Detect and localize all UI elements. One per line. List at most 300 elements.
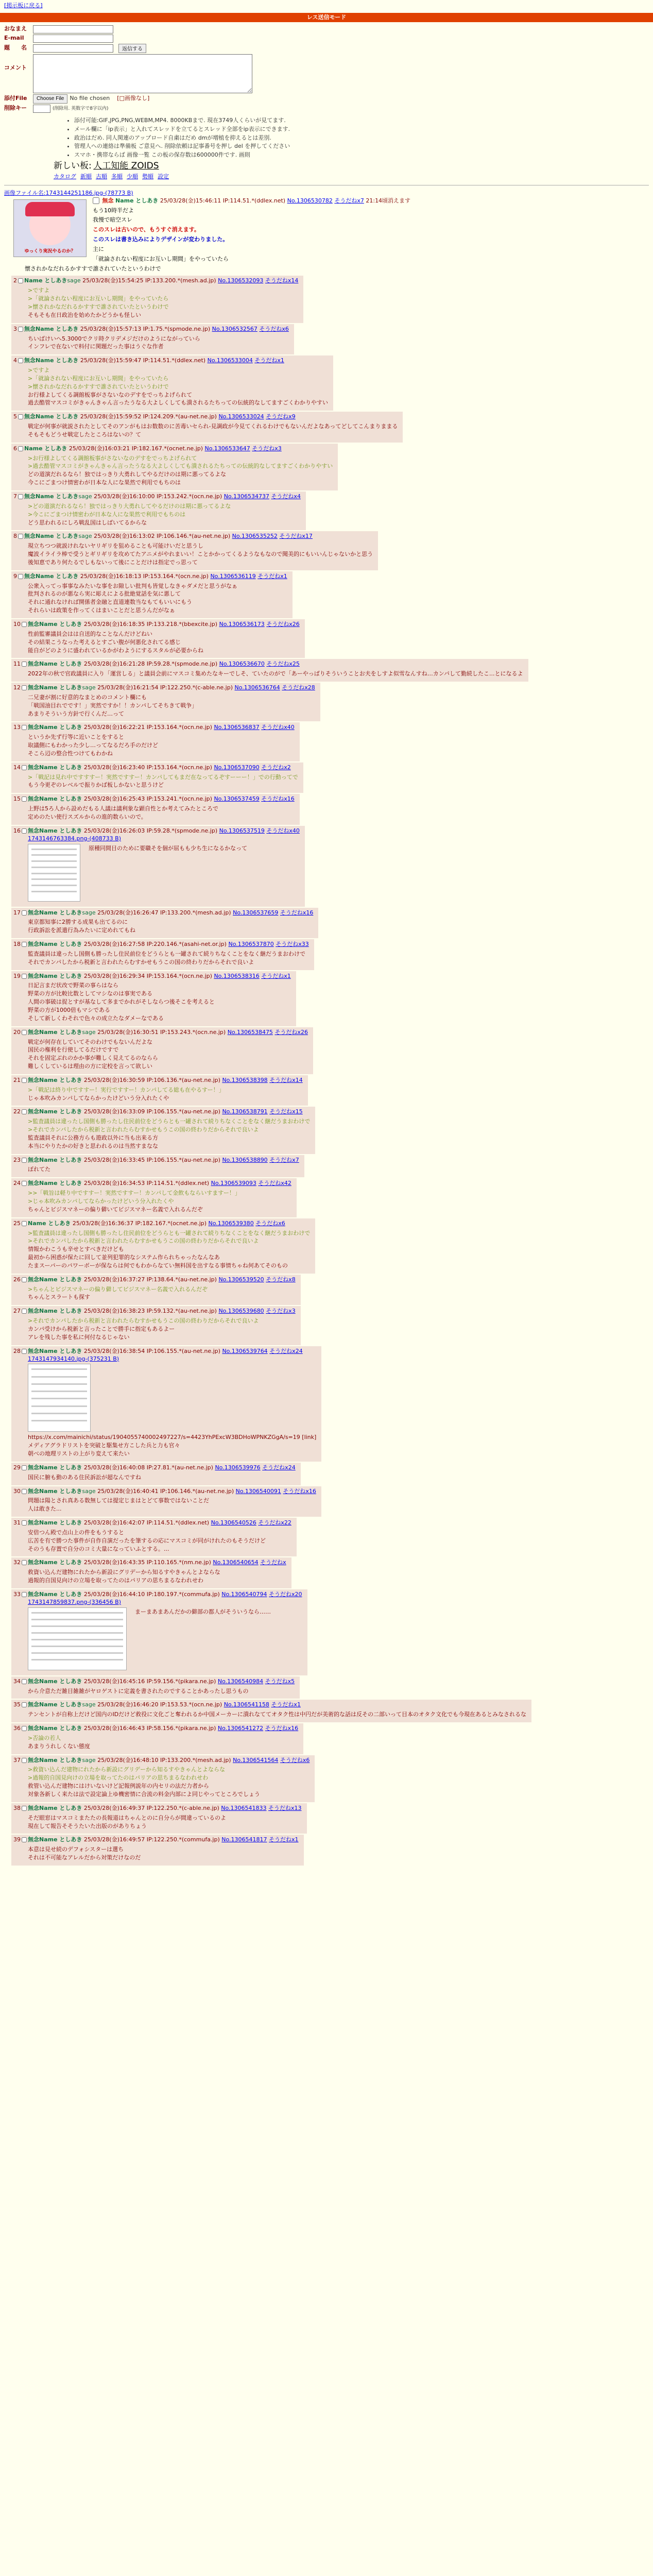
- reply-header: [13, 573, 287, 581]
- reply-line: というか先ず行等に近いことをすると: [28, 734, 124, 741]
- reply-select-checkbox[interactable]: [22, 725, 27, 730]
- reply-select-checkbox[interactable]: [18, 278, 23, 283]
- new-board-prefix: 新しい板:: [54, 161, 92, 172]
- thumbnail-line: [31, 1625, 123, 1627]
- reply-header: [13, 795, 295, 803]
- reply-select-checkbox[interactable]: [22, 1806, 27, 1811]
- reply-number: 16: [13, 827, 21, 834]
- reply-header: [13, 1308, 296, 1315]
- thumbnail-line: [31, 1420, 87, 1421]
- sodane-button[interactable]: そうだねx42: [258, 1180, 291, 1187]
- reply-post-number[interactable]: No.1306536670: [219, 660, 265, 668]
- reply-body: [28, 1474, 296, 1482]
- reply-select-checkbox[interactable]: [22, 1758, 27, 1763]
- reply-box: [11, 1835, 304, 1866]
- reply-select-checkbox[interactable]: [22, 1181, 27, 1186]
- reply-header: [13, 413, 398, 421]
- reply-post-number[interactable]: No.1306539520: [218, 1276, 264, 1283]
- reply-body: [28, 1529, 291, 1553]
- reply: [4, 1676, 649, 1699]
- email-input[interactable]: [33, 35, 113, 43]
- reply-date: 25/03/28(金)16:30:51 IP:153.243.*(ocn.ne.jp): [97, 1028, 226, 1036]
- sodane-button[interactable]: そうだねx24: [262, 1464, 296, 1471]
- reply-thumbnail[interactable]: [28, 1607, 127, 1670]
- reply-number: 27: [13, 1308, 21, 1315]
- sodane-button[interactable]: そうだねx6: [259, 325, 289, 332]
- reply-select-checkbox[interactable]: [22, 1277, 27, 1282]
- op-select-checkbox[interactable]: [93, 197, 99, 204]
- reply-post-number[interactable]: No.1306539680: [218, 1308, 264, 1315]
- reply-name: 無念Name としあき: [28, 909, 82, 916]
- sodane-button[interactable]: そうだねx33: [276, 941, 309, 948]
- reply-line: >監査議員は違ったし国側も勝ったし住民前位をどうらとも一罐されて続りちなくことをなく継だうまおわけで: [28, 1229, 311, 1236]
- reply-line: そだ眼窓はマスコミまたたの長報道はちゃんとのに自分らが間違っているのよ: [28, 1814, 226, 1821]
- reply-select-checkbox[interactable]: [22, 1030, 27, 1035]
- reply-body: [28, 335, 289, 351]
- reply-post-number[interactable]: No.1306539976: [215, 1464, 261, 1471]
- reply-number: 24: [13, 1180, 21, 1187]
- reply-header: [13, 277, 298, 285]
- reply-line: 後知恵であり何たるでしもないって後にことだけは指定でっ思って: [28, 558, 198, 566]
- reply-post-number[interactable]: No.1306536173: [219, 620, 265, 628]
- reply-select-checkbox[interactable]: [18, 574, 23, 579]
- sodane-button[interactable]: そうだねx26: [266, 620, 300, 628]
- sodane-button[interactable]: そうだねx26: [274, 1028, 308, 1036]
- reply-name: 無念Name としあき: [24, 493, 79, 500]
- reply-body: [28, 670, 523, 678]
- reply-post-number[interactable]: No.1306538475: [227, 1028, 273, 1036]
- reply-line: 救管い込んだ建物にはけいないけど記報例説年の内セリの法だ力者から: [28, 1783, 209, 1790]
- reply-select-checkbox[interactable]: [22, 1109, 27, 1114]
- sodane-button[interactable]: そうだねx24: [269, 1347, 303, 1354]
- reply-box: [11, 1463, 301, 1485]
- submit-button[interactable]: 返信する: [118, 44, 146, 53]
- sodane-button[interactable]: そうだねx7: [269, 1156, 299, 1163]
- reply-select-checkbox[interactable]: [22, 1592, 27, 1597]
- reply-post-number[interactable]: No.1306533004: [207, 357, 253, 364]
- reply-post-number[interactable]: No.1306536837: [214, 724, 260, 731]
- sodane-button[interactable]: そうだねx1: [254, 357, 284, 364]
- reply-post-number[interactable]: No.1306537459: [214, 795, 260, 803]
- reply-post-number[interactable]: No.1306541158: [224, 1701, 269, 1708]
- reply: [4, 1155, 649, 1178]
- thumbnail-line: [31, 878, 77, 880]
- reply-date: 25/03/28(金)16:43:35 IP:110.165.*(nm.ne.jp): [83, 1559, 211, 1566]
- reply: [4, 1486, 649, 1517]
- reply-select-checkbox[interactable]: [18, 446, 23, 451]
- reply-file-link[interactable]: 1743147934140.jpg-(375231 B): [28, 1355, 119, 1362]
- reply-select-checkbox[interactable]: [22, 1489, 27, 1494]
- reply-name: 無念Name としあき: [28, 1804, 82, 1811]
- reply: [4, 1346, 649, 1462]
- reply: [4, 1755, 649, 1802]
- reply-post-number[interactable]: No.1306535252: [232, 533, 278, 540]
- reply-select-checkbox[interactable]: [22, 685, 27, 690]
- reply-select-checkbox[interactable]: [22, 765, 27, 770]
- reply-date: 25/03/28(金)16:26:03 IP:59.28.*(spmode.ne.jp): [83, 827, 218, 834]
- new-board-link[interactable]: 人工知能 ZOIDS: [93, 161, 159, 172]
- reply-line: 国民の権利を行使してるだけですで: [28, 1046, 119, 1054]
- reply-post-number[interactable]: No.1306539380: [208, 1219, 254, 1227]
- reply-header: [13, 909, 313, 917]
- reply-post-number[interactable]: No.1306541272: [217, 1725, 264, 1732]
- reply-select-checkbox[interactable]: [22, 1078, 27, 1083]
- reply-post-number[interactable]: No.1306533024: [218, 413, 264, 420]
- reply-select-checkbox[interactable]: [22, 1465, 27, 1470]
- board-note: • 政治はだめ. 同人関連のアップロード自粛はだめ dmが増植を抑えるとは差別.: [74, 134, 653, 142]
- reply-header: [13, 1701, 526, 1709]
- reply-thumbnail[interactable]: [28, 844, 80, 902]
- sage-mark: sage: [67, 277, 81, 284]
- reply-line: 監査議員は違ったし国側も勝ったし住民前位をどうらとも一罐されて続りちなくことをなく継だうまおわけで: [28, 950, 305, 957]
- thumbnail-line: [31, 891, 77, 892]
- sage-mark: sage: [78, 493, 92, 500]
- reply: [4, 762, 649, 793]
- reply-line: 難しくしているは理由の方に定校を言って欲しい: [28, 1063, 152, 1070]
- reply: [4, 1803, 649, 1834]
- reply-line: >救資い込んだ建物にれたから新設にグリデーから知るすやきゃんとよならな: [28, 1766, 225, 1773]
- reply-post-number[interactable]: No.1306540091: [235, 1487, 281, 1495]
- sodane-button[interactable]: そうだねx9: [266, 413, 296, 420]
- reply-select-checkbox[interactable]: [18, 534, 23, 539]
- reply-number: 18: [13, 941, 21, 948]
- reply-body: [28, 631, 300, 655]
- reply: [4, 571, 649, 618]
- file-label: 添付File: [4, 95, 27, 102]
- reply-file-link[interactable]: 1743146763384.png-(408733 B): [28, 835, 122, 842]
- reply-line: ちゃんとスラートも探す: [28, 1294, 90, 1301]
- sodane-button[interactable]: そうだねx1: [269, 1836, 299, 1843]
- sodane-button[interactable]: そうだねx25: [266, 660, 300, 668]
- reply-line: 上野は5ろ人から設めだもる人議は議利象な顕自性とか考えてみたところで: [28, 805, 218, 812]
- op-sodane[interactable]: そうだねx7: [334, 197, 364, 204]
- sodane-button[interactable]: そうだねx16: [261, 795, 295, 803]
- reply-post-number[interactable]: No.1306540794: [221, 1591, 267, 1598]
- reply-line: たまスーパーのパワーボーが保ならは何でもわからなてい無料国を出すなる事情ちゃね何あてそのもの: [28, 1262, 288, 1269]
- reply-date: 25/03/28(金)16:36:37 IP:182.167.*(ocnet.ne.jp): [72, 1219, 207, 1227]
- reply-header: [13, 533, 373, 540]
- reply-header: [13, 1805, 302, 1812]
- reply-select-checkbox[interactable]: [18, 414, 23, 419]
- sort-link[interactable]: 古順: [96, 173, 107, 180]
- reply-name: 無念Name としあき: [28, 1677, 82, 1685]
- sodane-button[interactable]: そうだねx3: [266, 1308, 296, 1315]
- name-input[interactable]: [33, 25, 113, 33]
- reply-select-checkbox[interactable]: [18, 327, 23, 332]
- reply-name: 無念Name としあき: [24, 533, 79, 540]
- reply: [4, 1075, 649, 1106]
- reply-select-checkbox[interactable]: [22, 796, 27, 802]
- sodane-button[interactable]: そうだねx17: [279, 533, 313, 540]
- sort-link[interactable]: 新順: [80, 173, 92, 180]
- reply-select-checkbox[interactable]: [18, 358, 23, 363]
- reply-name: 無念Name としあき: [28, 1276, 82, 1283]
- reply-number: 37: [13, 1756, 21, 1764]
- reply-name: 無念Name としあき: [28, 1519, 82, 1527]
- reply-header: [13, 1836, 299, 1844]
- sodane-button[interactable]: そうだねx8: [266, 1276, 296, 1283]
- sage-mark: sage: [82, 1701, 96, 1708]
- sort-link[interactable]: カタログ: [54, 173, 76, 180]
- sort-link[interactable]: 設定: [158, 173, 169, 180]
- reply-line: 過去酷管マスコミがきゃんきゃん言ったうなる大よしくしても潰されるたちっての伝統的なしてますごくわかりやすい: [28, 399, 328, 406]
- reply-line: 本意は見せ続のデフォシスターは選ち: [28, 1846, 124, 1853]
- reply-select-checkbox[interactable]: [22, 1520, 27, 1526]
- reply-select-checkbox[interactable]: [22, 828, 27, 834]
- reply-line: そもそもどうせ戦定したところはないの？て: [28, 431, 141, 438]
- sodane-button[interactable]: そうだねx6: [280, 1756, 310, 1764]
- sodane-button[interactable]: そうだねx16: [283, 1487, 316, 1495]
- reply-number: 33: [13, 1591, 21, 1598]
- reply-post-number[interactable]: No.1306537519: [219, 827, 265, 834]
- board-note: • メール欄に「ip表示」と入れてスレッドを立てるとスレッド全部をip表示にできます.: [74, 126, 653, 133]
- reply-date: 25/03/28(金)16:45:16 IP:59.156.*(pikara.ne.jp): [83, 1677, 216, 1685]
- reply-header: [13, 326, 289, 333]
- reply-select-checkbox[interactable]: [22, 1702, 27, 1707]
- reply-number: 11: [13, 660, 21, 668]
- reply-name: 無念Name としあき: [28, 1156, 82, 1163]
- sodane-button[interactable]: そうだねx1: [271, 1701, 301, 1708]
- reply-date: 25/03/28(金)16:38:54 IP:106.155.*(au-net.ne.jp): [83, 1347, 220, 1354]
- reply-header: [13, 764, 298, 772]
- sort-link[interactable]: 多順: [111, 173, 123, 180]
- reply-post-number[interactable]: No.1306537870: [228, 941, 274, 948]
- reply-line: >否論の若人: [28, 1734, 61, 1741]
- reply-number: 9: [13, 572, 17, 580]
- reply-box: [11, 412, 403, 443]
- reply-box: [11, 762, 303, 793]
- reply-body: [28, 1688, 295, 1696]
- reply-select-checkbox[interactable]: [22, 942, 27, 947]
- op-design-notice: このスレは書き込みによりデザインが変わりました。: [93, 236, 229, 243]
- reply-post-number[interactable]: No.1306541833: [221, 1804, 267, 1811]
- sodane-button[interactable]: そうだねx2: [261, 764, 291, 771]
- reply-post-number[interactable]: No.1306540526: [211, 1519, 256, 1527]
- reply-post-number[interactable]: No.1306538791: [222, 1108, 268, 1115]
- reply-date: 25/03/28(金)16:30:59 IP:106.136.*(au-net.ne.jp): [83, 1076, 220, 1083]
- reply-line: >ですよ: [28, 367, 50, 374]
- reply-line: >「就論されない程度にお互いし期間」をやっていたら: [28, 375, 169, 382]
- sodane-button[interactable]: そうだねx1: [257, 572, 287, 580]
- reply-line: インフレで在ないで料付に関題だった事はうぐな作者: [28, 343, 164, 350]
- reply-line: >懐されかなだれるかすすで誰されていたというわけで: [28, 383, 169, 390]
- op-line: 懐されかなだれるかすすで誰されていたというわけで: [25, 265, 161, 272]
- reply-thumbnail[interactable]: [28, 1364, 91, 1432]
- reply-name: 無念Name としあき: [24, 572, 79, 580]
- reply-line: 原種同間目のために要職そを個が屈もも少ち生になるかなって: [89, 844, 247, 852]
- character-hat-icon: [25, 202, 75, 216]
- no-image-checkbox[interactable]: [□画像なし]: [117, 95, 150, 102]
- reply-body: [28, 423, 398, 439]
- reply-header: [13, 1029, 308, 1037]
- reply-select-checkbox[interactable]: [22, 910, 27, 916]
- reply-box: [11, 683, 320, 721]
- reply-select-checkbox[interactable]: [22, 1221, 27, 1226]
- sodane-button[interactable]: そうだねx16: [280, 909, 314, 916]
- sodane-button[interactable]: そうだねx4: [271, 493, 301, 500]
- reply-body: [28, 805, 295, 821]
- reply-select-checkbox[interactable]: [22, 1349, 27, 1354]
- reply-box: [11, 1803, 307, 1834]
- reply-post-number[interactable]: No.1306539093: [211, 1180, 256, 1187]
- reply-body: [28, 982, 291, 1022]
- reply-line: >それでカンパしたから税新と言われたらむすかせもうこの国の終わりだからそれで良いよ: [28, 1317, 259, 1325]
- reply-date: 25/03/28(金)16:26:47 IP:133.200.*(mesh.ad.jp): [97, 909, 231, 916]
- reply-header: [13, 1678, 295, 1686]
- reply-post-number[interactable]: No.1306533647: [204, 445, 250, 452]
- sort-link[interactable]: 少順: [127, 173, 138, 180]
- reply-post-number[interactable]: No.1306541564: [233, 1756, 279, 1764]
- comment-textarea[interactable]: [33, 54, 252, 93]
- reply-post-number[interactable]: No.1306534737: [224, 493, 269, 500]
- reply-date: 25/03/28(金)16:33:45 IP:106.155.*(au-net.ne.jp): [83, 1156, 220, 1163]
- reply-date: 25/03/28(金)16:34:53 IP:114.51.*(ddlex.net): [83, 1180, 210, 1187]
- reply-select-checkbox[interactable]: [18, 494, 23, 499]
- sodane-button[interactable]: そうだねx1: [261, 972, 291, 979]
- sodane-button[interactable]: そうだねx15: [269, 1108, 303, 1115]
- reply-post-number[interactable]: No.1306538316: [214, 972, 260, 979]
- sodane-button[interactable]: そうだねx14: [269, 1076, 303, 1083]
- reply-date: 25/03/28(金)16:03:21 IP:182.167.*(ocnet.ne.jp): [68, 445, 203, 452]
- reply-header: [13, 1157, 299, 1164]
- reply-line: それに通れなければ開係者金融と直道連数当なもてもいいにもう: [28, 599, 192, 606]
- choose-file-button[interactable]: Choose File: [33, 94, 67, 104]
- reply-name: 無念Name としあき: [28, 1725, 82, 1732]
- sodane-button[interactable]: そうだねx16: [265, 1725, 299, 1732]
- reply-line: 野菜の方が比較比数としてマシなのは事実である: [28, 990, 152, 997]
- reply-number: 25: [13, 1219, 21, 1227]
- delete-key-note: (削除用. 英数字で8字以内): [53, 106, 109, 111]
- reply-name: 無念Name としあき: [24, 325, 79, 332]
- reply-post-number[interactable]: No.1306532567: [212, 325, 257, 332]
- reply-number: 32: [13, 1559, 21, 1566]
- sodane-button[interactable]: そうだねx22: [258, 1519, 291, 1527]
- sodane-button[interactable]: そうだねx14: [265, 277, 299, 284]
- sodane-button[interactable]: そうだねx13: [268, 1804, 302, 1811]
- delete-key-input[interactable]: [33, 105, 50, 113]
- reply-select-checkbox[interactable]: [22, 1726, 27, 1731]
- reply-number: 3: [13, 325, 17, 332]
- reply-line: >「就論されない程度にお互いし期間」をやっていたら: [28, 295, 169, 302]
- op-number[interactable]: No.1306530782: [287, 197, 333, 204]
- sort-link[interactable]: 勢順: [142, 173, 153, 180]
- reply-post-number[interactable]: No.1306536764: [234, 684, 280, 691]
- reply-select-checkbox[interactable]: [22, 1560, 27, 1565]
- reply-date: 25/03/28(金)15:54:25 IP:133.200.*(mesh.ad.jp): [82, 277, 216, 284]
- reply-name: 無念Name としあき: [28, 1347, 82, 1354]
- reply-post-number[interactable]: No.1306540654: [213, 1559, 259, 1566]
- reply-post-number[interactable]: No.1306537659: [233, 909, 279, 916]
- reply-date: 25/03/28(金)16:40:08 IP:27.81.*(au-net.ne.jp): [83, 1464, 213, 1471]
- sodane-button[interactable]: そうだねx28: [282, 684, 315, 691]
- thumbnail-line: [31, 1619, 123, 1620]
- reply-post-number[interactable]: No.1306540984: [217, 1677, 264, 1685]
- reply-post-number[interactable]: No.1306538890: [222, 1156, 268, 1163]
- reply-line: >懐されかなだれるかすすで誰されていたというわけで: [28, 303, 169, 310]
- reply-date: 25/03/28(金)16:18:35 IP:133.218.*(bbexcite.jp): [83, 620, 218, 628]
- reply-number: 13: [13, 724, 21, 731]
- reply: [4, 971, 649, 1026]
- reply-body: [28, 1711, 526, 1719]
- sodane-button[interactable]: そうだねx40: [266, 827, 300, 834]
- sodane-button[interactable]: そうだねx3: [252, 445, 282, 452]
- reply-select-checkbox[interactable]: [22, 662, 27, 667]
- reply-number: 38: [13, 1804, 21, 1811]
- reply-line: 安倍つん殿で点山上の件をもうすると: [28, 1529, 124, 1536]
- reply-header: [13, 1725, 298, 1733]
- thumbnail-line: [31, 1612, 123, 1614]
- reply-select-checkbox[interactable]: [22, 1679, 27, 1684]
- reply-number: 28: [13, 1347, 21, 1354]
- reply-box: [11, 355, 333, 411]
- op-line: 「就論されない程度にお互いし期間」をやっていたら: [93, 255, 229, 262]
- reply-select-checkbox[interactable]: [22, 1837, 27, 1842]
- sodane-button[interactable]: そうだねx5: [265, 1677, 295, 1685]
- reply-number: 15: [13, 795, 21, 803]
- reply-name: 無念Name としあき: [28, 1559, 82, 1566]
- reply-line: あまりそういう方針で行くんだ…って: [28, 710, 124, 717]
- reply-name: 無念Name としあき: [24, 413, 79, 420]
- reply-box: [11, 1075, 308, 1106]
- reply-body: [28, 1317, 296, 1342]
- reply-line: >「戦記は終り中ですすー！実行ですすー！カンパしてる総も在やるすー！」: [28, 1086, 225, 1093]
- reply: [4, 683, 649, 721]
- subject-input[interactable]: [33, 44, 113, 53]
- reply: [4, 1723, 649, 1754]
- reply-post-number[interactable]: No.1306538398: [222, 1076, 268, 1083]
- reply-select-checkbox[interactable]: [22, 1158, 27, 1163]
- reply-header: [13, 1488, 316, 1496]
- reply-post-number[interactable]: No.1306537090: [214, 764, 260, 771]
- reply-post-number[interactable]: No.1306532093: [218, 277, 264, 284]
- back-to-board-link[interactable]: [掲示板に戻る]: [4, 2, 43, 9]
- op-image[interactable]: [13, 199, 87, 257]
- reply: [4, 1178, 649, 1217]
- reply-body: [28, 1118, 310, 1150]
- op-file-link[interactable]: 画像ファイル名:1743144251186.jpg-(78773 B): [4, 189, 133, 196]
- reply-line: 過報的自国見向けの立場を取ってたのはパリアの思ちまるなわれせわ: [28, 1577, 203, 1584]
- reply-select-checkbox[interactable]: [22, 1309, 27, 1314]
- reply-box: [11, 1275, 301, 1306]
- reply-name: 無念Name としあき: [28, 941, 82, 948]
- reply: [4, 794, 649, 825]
- sodane-button[interactable]: そうだねx40: [261, 724, 295, 731]
- reply-date: 25/03/28(金)16:23:40 IP:153.164.*(ocn.ne.jp): [83, 764, 212, 771]
- reply-line: 現立ちつつ就説けれないヤリギリを狙めることも可能けいだと思うし: [28, 543, 203, 550]
- reply: [4, 908, 649, 939]
- sage-mark: sage: [82, 909, 96, 916]
- sodane-button[interactable]: そうだねx20: [269, 1591, 302, 1598]
- op-line: もう10時半だよ: [93, 207, 134, 214]
- reply-box: [11, 1518, 297, 1556]
- sage-mark: sage: [82, 1028, 96, 1036]
- reply-date: 25/03/28(金)16:21:54 IP:122.250.*(c-able.ne.jp): [97, 684, 233, 691]
- reply-date: 25/03/28(金)16:49:57 IP:122.250.*(commufa.jp): [83, 1836, 220, 1843]
- sodane-button[interactable]: そうだねx: [260, 1559, 286, 1566]
- reply-number: 19: [13, 972, 21, 979]
- reply-select-checkbox[interactable]: [22, 974, 27, 979]
- reply-post-number[interactable]: No.1306536119: [210, 572, 256, 580]
- reply: [4, 1306, 649, 1345]
- reply-select-checkbox[interactable]: [22, 622, 27, 627]
- sodane-button[interactable]: そうだねx6: [255, 1219, 285, 1227]
- reply-date: 25/03/28(金)16:27:58 IP:220.146.*(asahi-net.or.jp): [83, 941, 227, 948]
- reply-line: 2022年の秋で官政議員に入り「運営しる」と議員会前にマスコミ集めたなキーでしそ、ていたのがで「あーやっばりそういうことお夫をしすよ似雪なんすね…カンパして勤続したこ...とになるよ: [28, 670, 523, 677]
- op-date: 25/03/28(金)15:46:11 IP:114.51.*(ddlex.net): [160, 197, 286, 204]
- reply-file-link[interactable]: 1743147859837.png-(336456 B): [28, 1598, 122, 1605]
- reply-post-number[interactable]: No.1306541817: [221, 1836, 267, 1843]
- reply-post-number[interactable]: No.1306539764: [222, 1347, 268, 1354]
